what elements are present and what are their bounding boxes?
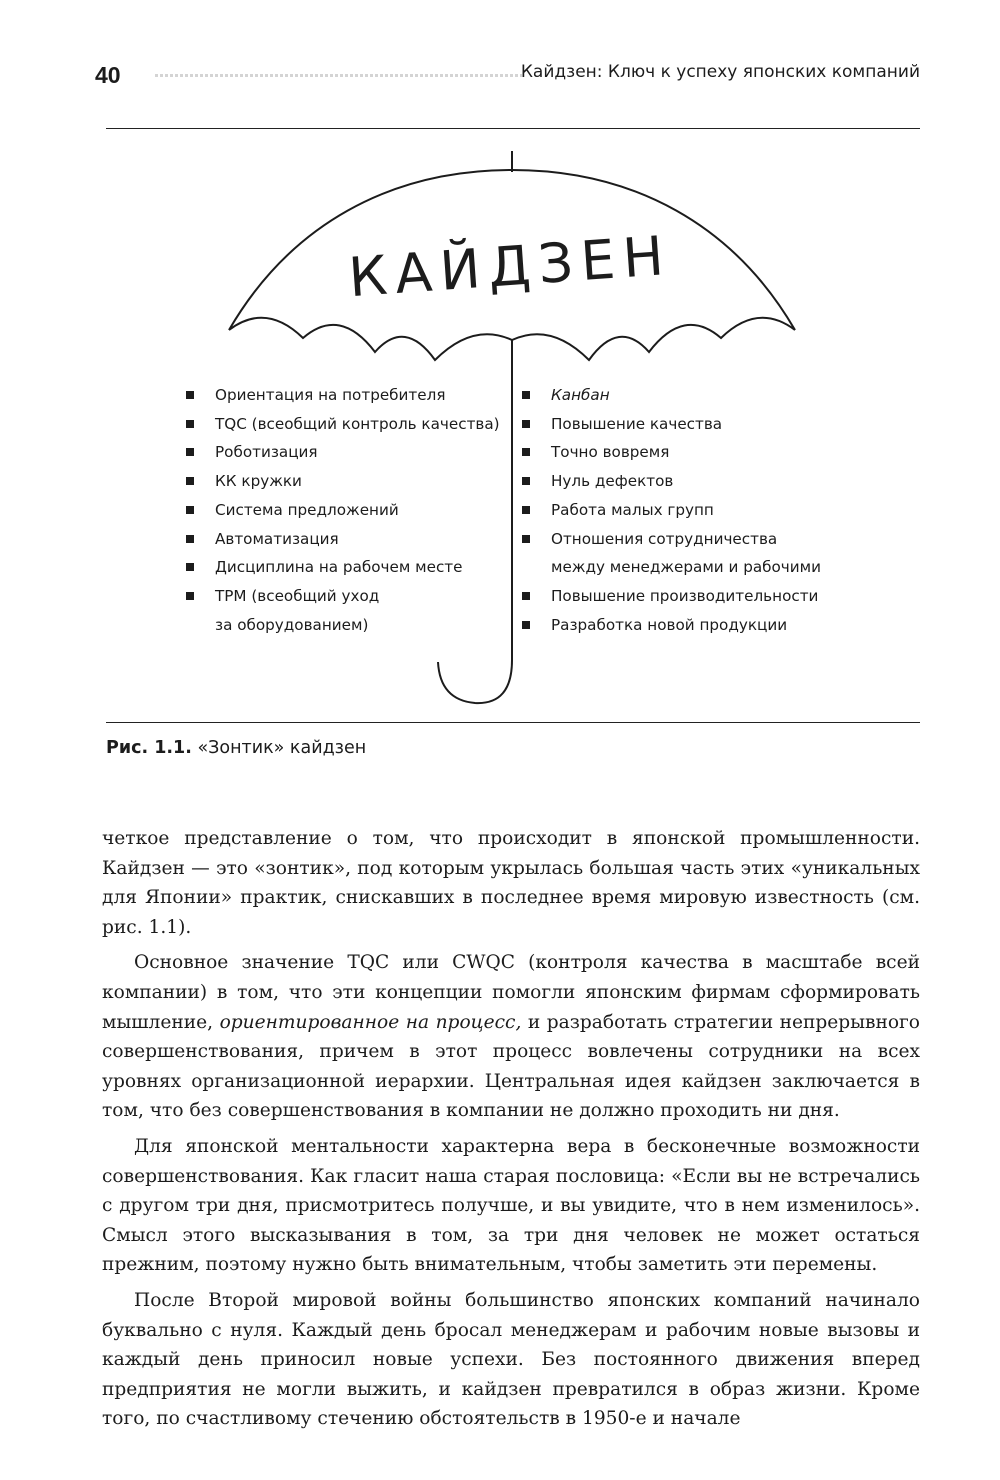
umbrella-figure bbox=[0, 140, 1000, 710]
paragraph-text: Основное значение TQC или CWQC (контроля качества в масштабе всей компании) в том, что эти концепции помогли японским фирмам сформировать мышление, bbox=[102, 952, 920, 1033]
umbrella-handle bbox=[438, 660, 512, 703]
caption-label: Рис. 1.1. bbox=[106, 738, 192, 758]
list-item-line: Отношения сотрудничества bbox=[551, 529, 778, 548]
paragraph: После Второй мировой войны большинство японских компаний начинало буквально с нуля. Каждый день бросал менеджерам и рабочим новые вызовы и каждый день приносил новые успехи. Без постоянного движения вперед предприятия не могли выжить, и кайдзен превратился в образ жизни. Кроме того, по счастливому стечению обстоятельств в 1950-е и начале bbox=[102, 1289, 920, 1430]
list-item-line: между менеджерами и рабочими bbox=[551, 558, 821, 577]
list-item: Повышение производительности bbox=[522, 582, 821, 611]
paragraph: четкое представление о том, что происходит в японской промышленности. Кайдзен — это «зонтик», под которым укрылась большая часть этих «уникальных для Японии» практик, снискавших в последнее время мировую известность (см. рис. 1.1). bbox=[102, 828, 920, 938]
list-item-tpm bbox=[186, 582, 500, 639]
figure-top-rule bbox=[106, 128, 920, 129]
page-number: 40 bbox=[95, 62, 121, 88]
paragraph bbox=[102, 948, 920, 1126]
list-item-cooperation bbox=[522, 525, 821, 582]
list-item: КК кружки bbox=[186, 467, 500, 496]
figure-caption bbox=[106, 738, 366, 758]
page-header bbox=[95, 62, 920, 92]
list-item-kanban: Канбан bbox=[522, 381, 821, 410]
umbrella-title: КАЙДЗЕН bbox=[346, 223, 674, 310]
figure-bottom-rule bbox=[106, 722, 920, 723]
paragraph: Для японской ментальности характерна вера в бесконечные возможности совершенствования. Как гласит наша старая пословица: «Если вы не встречались с другом три дня, присмотритесь получше, и вы увидите, что в нем изменилось». Смысл этого высказывания в том, за три дня человек не может остаться прежним, поэтому нужно быть внимательным, чтобы заметить эти перемены. bbox=[102, 1135, 920, 1276]
list-item: Ориентация на потребителя bbox=[186, 381, 500, 410]
list-item-line: TPM (всеобщий уход bbox=[215, 586, 380, 605]
list-item-line: за оборудованием) bbox=[215, 615, 369, 634]
list-item: Нуль дефектов bbox=[522, 467, 821, 496]
paragraph-emphasis: ориентированное на процесс, bbox=[219, 1011, 522, 1033]
list-item: Разработка новой продукции bbox=[522, 611, 821, 640]
list-item: Работа малых групп bbox=[522, 496, 821, 525]
list-item: Роботизация bbox=[186, 438, 500, 467]
header-decorative-rule bbox=[155, 74, 522, 77]
right-practices-list bbox=[522, 381, 821, 639]
caption-text: «Зонтик» кайдзен bbox=[197, 738, 367, 758]
left-practices-list bbox=[186, 381, 500, 639]
body-text bbox=[102, 824, 920, 1440]
list-item: Автоматизация bbox=[186, 525, 500, 554]
list-item: Точно вовремя bbox=[522, 438, 821, 467]
running-title: Кайдзен: Ключ к успеху японских компаний bbox=[520, 62, 920, 82]
list-item: TQC (всеобщий контроль качества) bbox=[186, 410, 500, 439]
list-item: Повышение качества bbox=[522, 410, 821, 439]
paragraph-text: и разработать стратегии непрерывного совершенствования, причем в этот процесс вовлечены сотрудники на всех уровнях организационной иерархии. Центральная идея кайдзен заключается в том, что без совершенствования в компании не должно проходить ни дня. bbox=[102, 1011, 920, 1122]
list-item: Система предложений bbox=[186, 496, 500, 525]
list-item: Дисциплина на рабочем месте bbox=[186, 553, 500, 582]
